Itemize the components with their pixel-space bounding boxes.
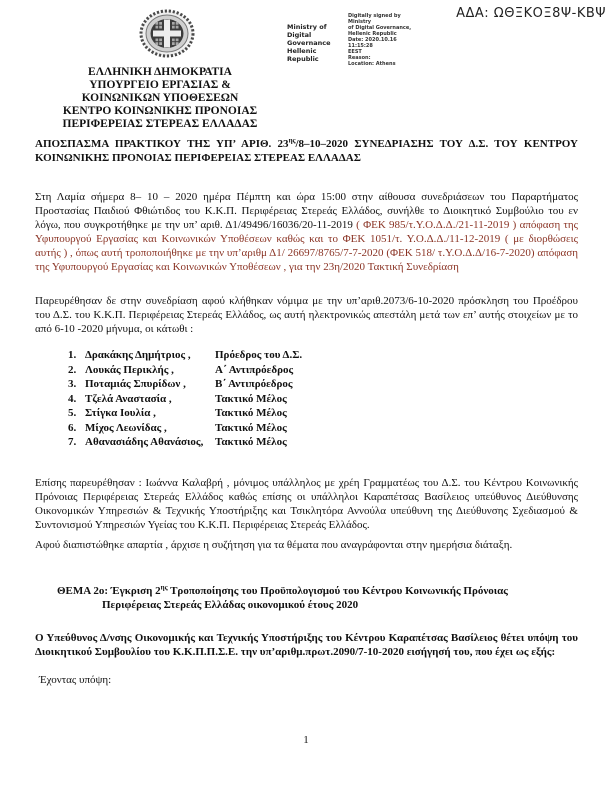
ministry-line: Governance — [287, 39, 331, 47]
attendee-role: Β΄ Αντιπρόεδρος — [215, 378, 293, 390]
topic-text: Τροποποίησης του Προϋπολογισμού του Κέντρου Κοινωνικής Πρόνοιας Περιφέρειας Στερεάς Ελλάδας οικονομικού έτους 2020 — [102, 584, 508, 611]
attendees-list — [35, 348, 578, 450]
topic-label: ΘΕΜΑ 2ο: — [57, 584, 109, 597]
topic-text: Έγκριση 2 — [108, 584, 161, 597]
paragraph-also-present: Επίσης παρευρέθησαν : Ιωάννα Καλαβρή , μόνιμος υπάλληλος με χρέη Γραμματέως του Δ.Σ. του Κέντρου Κοινωνικής Πρόνοιας Περιφέρειας Στερεάς Ελλάδος καθώς επίσης οι υπάλληλοι Καραπέτσας Βασίλειος υπεύθυνος Διεύθυνσης Οικονομικών Υπηρεσιών & Τεχνικής Υποστήριξης και Τσικλητόρα Αννούλα υπεύθυνη της Διεύθυνσης Σχεδιασμού & Συντονισμού Υπηρεσιών Υγείας του Κ.Κ.Π. Περιφέρειας Στερεάς Ελλάδος. — [35, 476, 578, 531]
attendee-name: Στίγκα Ιουλία , — [85, 407, 156, 419]
document-title — [35, 137, 578, 165]
letterhead-line: ΚΕΝΤΡΟ ΚΟΙΝΩΝΙΚΗΣ ΠΡΟΝΟΙΑΣ — [62, 105, 258, 117]
attendee-role: Τακτικό Μέλος — [215, 421, 287, 434]
paragraph-invitation: Παρευρέθησαν δε στην συνεδρίαση αφού κλήθηκαν νόμιμα με την υπ’αριθ.2073/6-10-2020 πρόσκληση του Προέδρου του Δ.Σ. του Κ.Κ.Π. Περιφέρειας Στερεάς Ελλάδος, ως αυτή ηλεκτρονικώς απεστάλη μετά των επ’ αυτής στοιχείων με το από 6-10 -2020 μήνυμα, οι κάτωθι : — [35, 295, 578, 335]
signature-line: Location: Athens — [348, 61, 396, 67]
attendee-role: Τακτικό Μέλος — [215, 392, 287, 405]
attendee-number: 2. — [68, 363, 77, 376]
letterhead — [35, 66, 285, 131]
signature-line: Hellenic Republic — [348, 31, 397, 37]
attendee-number: 3. — [68, 378, 77, 390]
attendee-role: Πρόεδρος του Δ.Σ. — [215, 349, 303, 361]
letterhead-line: ΠΕΡΙΦΕΡΕΙΑΣ ΣΤΕΡΕΑΣ ΕΛΛΑΔΑΣ — [62, 118, 258, 130]
attendee-number: 6. — [68, 421, 77, 434]
signature-line: EEST — [348, 49, 362, 55]
letterhead-line: ΚΟΙΝΩΝΙΚΩΝ ΥΠΟΘΕΣΕΩΝ — [81, 92, 239, 104]
signature-line: of Digital Governance, — [348, 25, 412, 31]
emblem-graphic — [139, 9, 195, 58]
attendee-role: Τακτικό Μέλος — [215, 436, 287, 448]
ministry-line: Ministry of Digital — [287, 23, 327, 39]
topic-heading — [57, 584, 552, 613]
letterhead-line: ΥΠΟΥΡΓΕΙΟ ΕΡΓΑΣΙΑΣ & — [89, 79, 231, 91]
attendee-number: 1. — [68, 349, 77, 361]
list-item — [68, 435, 578, 450]
signature-line: Date: 2020.10.16 11:15:28 — [348, 37, 397, 49]
greek-emblem-logo — [139, 9, 195, 58]
paragraph-session-intro — [35, 190, 578, 274]
ministry-signature-label — [287, 23, 349, 63]
list-item — [68, 377, 578, 392]
attendee-number: 5. — [68, 407, 77, 419]
paragraph-text: Στη Λαμία σήμερα 8– 10 – 2020 ημέρα Πέμπτη και ώρα 15:00 στην αίθουσα συνεδριάσεων του Παραρτήματος Προστασίας Παιδιού Φθιώτιδος του Κ.Κ.Π. Περιφέρειας Στερεάς Ελλάδος, συνήλθε το Διοικητικό Συμβούλιο του εν λόγω, που συγκροτήθηκε με την υπ’ αριθ. Δ1/49496/16036/20-11-2019 — [35, 191, 578, 231]
topic-superscript: ης — [160, 582, 168, 591]
attendee-name: Τζελά Αναστασία , — [85, 392, 172, 405]
signature-line: Reason: — [348, 55, 371, 61]
attendee-name: Δρακάκης Δημήτριος , — [85, 349, 191, 361]
attendee-number: 7. — [68, 436, 77, 448]
attendee-name: Λουκάς Περικλής , — [85, 363, 174, 376]
attendee-name: Αθανασιάδης Αθανάσιος, — [85, 436, 204, 448]
paragraph-having-regard: Έχοντας υπόψη: — [39, 673, 112, 686]
paragraph-introduction-ref: Ο Υπεύθυνος Δ/νσης Οικονομικής και Τεχνικής Υποστήριξης του Κέντρου Καραπέτσας Βασίλειος θέτει υπόψη του Διοικητικού Συμβουλίου του Κ.Κ.Π.Π.Σ.Ε. την υπ’αριθμ.πρωτ.2090/7-10-2020 εισήγησή του, που έχει ως εξής: — [35, 631, 578, 658]
title-superscript: ης — [288, 136, 296, 145]
attendee-number: 4. — [68, 392, 77, 405]
list-item — [68, 406, 578, 421]
digital-signature-details — [348, 13, 418, 67]
attendee-role: Α΄ Αντιπρόεδρος — [215, 363, 294, 376]
attendee-name: Ποταμιάς Σπυρίδων , — [85, 378, 186, 390]
title-text: ΑΠΟΣΠΑΣΜΑ ΠΡΑΚΤΙΚΟΥ ΤΗΣ ΥΠ’ ΑΡΙΘ. 23 — [35, 138, 289, 150]
title-text: /8–10–2020 ΣΥΝΕΔΡΙΑΣΗΣ ΤΟΥ Δ.Σ. ΤΟΥ ΚΕΝΤΡΟΥ ΚΟΙΝΩΝΙΚΗΣ ΠΡΟΝΟΙΑΣ ΠΕΡΙΦΕΡΕΙΑΣ ΣΤΕΡΕΑΣ ΕΛΛΑΔΑΣ — [35, 138, 579, 164]
attendee-role: Τακτικό Μέλος — [215, 407, 287, 419]
attendee-name: Μίχος Λεωνίδας , — [85, 421, 167, 434]
ministry-line: Hellenic Republic — [287, 47, 319, 63]
page-number: 1 — [303, 734, 309, 746]
signature-line: Digitally signed by Ministry — [348, 13, 401, 25]
list-item — [68, 421, 578, 436]
document-body — [35, 137, 578, 687]
letterhead-line: ΕΛΛΗΝΙΚΗ ΔΗΜΟΚΡΑΤΙΑ — [88, 66, 232, 78]
list-item — [68, 348, 578, 363]
paragraph-text-red: ( ΦΕΚ 985/τ.Υ.Ο.Δ.Δ./21-11-2019 ) απόφαση της Υφυπουργού Εργασίας και Κοινωνικών Υποθέσεων καθώς και το ΦΕΚ 1051/τ. Υ.Ο.Δ.Δ./11-12-2019 ( με διορθώσεις αυτής ) , όπως αυτή τροποποιήθηκε με την υπ’αριθμ Δ1/ 26697/8765/7-7-2020 (ΦΕΚ 518/ τ.Υ.Ο.Δ.Δ/16-7-2020) απόφαση της Υφυπουργού Εργασίας και Κοινωνικών Υποθέσεων , για την 23η/2020 Τακτική Συνεδρίαση — [35, 219, 578, 273]
list-item — [68, 363, 578, 378]
ada-code: ΑΔΑ: ΩΘΞΚΟΞ8Ψ-ΚΒΨ — [456, 6, 606, 21]
paragraph-quorum: Αφού διαπιστώθηκε απαρτία , άρχισε η συζήτηση για τα θέματα που αναγράφονται στην ημερήσια διάταξη. — [35, 538, 513, 551]
list-item — [68, 392, 578, 407]
